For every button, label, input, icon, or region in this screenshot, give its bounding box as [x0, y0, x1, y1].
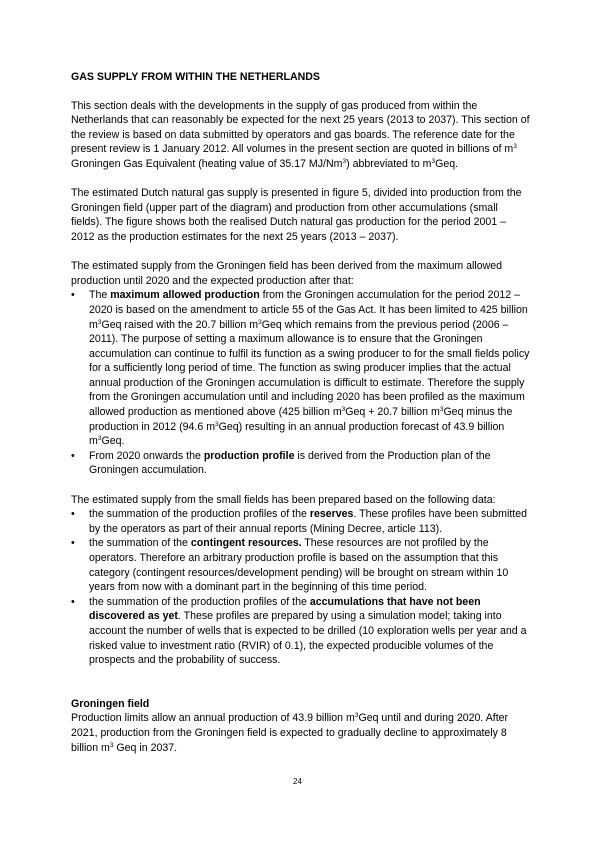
text-run: Geq raised with the 20.7 billion m: [101, 318, 259, 331]
list-item: [71, 536, 531, 594]
groningen-bullet-list: [71, 288, 531, 478]
superscript: 3: [513, 143, 517, 151]
section-title: GAS SUPPLY FROM WITHIN THE NETHERLANDS: [71, 71, 320, 83]
superscript: 3: [97, 318, 102, 326]
superscript: 3: [342, 157, 347, 165]
text-run: From 2020 onwards the: [89, 449, 204, 462]
paragraph-groningen-supply: The estimated supply from the Groningen field has been derived from the maximum allowed production until 2020 and the expected production after that:: [71, 260, 503, 287]
text-run: Production limits allow an annual production of 43.9 billion m: [71, 712, 355, 725]
list-item: [71, 507, 531, 536]
list-item: [71, 288, 531, 449]
bold-term: accumulations that have not been discovered as yet: [89, 595, 481, 623]
text-run: is derived from the Production plan of the Groningen accumulation.: [89, 449, 491, 477]
document-body: [71, 70, 531, 755]
superscript: 3: [258, 318, 262, 326]
superscript: 3: [439, 406, 444, 414]
list-item: [71, 595, 531, 668]
paragraph-supply: The estimated Dutch natural gas supply is presented in figure 5, divided into production from the Groningen field (upper part of the diagram) and production from other accumulations (small fields). The figure shows both the realised Dutch natural gas production for the period 2001 – 2012 as the production estimates for the next 25 years (2013 – 2037).: [71, 187, 522, 243]
text-run: the summation of the production profiles of the: [89, 595, 310, 608]
text-run: Groningen Gas Equivalent (heating value of 35.17 MJ/Nm: [71, 157, 343, 170]
text-run: ) abbreviated to m: [346, 157, 432, 170]
bold-term: maximum allowed production: [110, 289, 260, 302]
superscript: 3: [97, 435, 102, 443]
text-run: Geq in 2037.: [113, 741, 178, 754]
paragraph-groningen-field: [71, 711, 531, 755]
text-run: Geq which remains from the previous period (2006 – 2011). The purpose of setting a maximum allowance is to ensure that the Groningen accumulation can continue to fulfil its function as a swing producer to for the small fields policy for a sufficiently long period of time. The function as swing producer implies that the actual annual production of the Groningen accumulation is difficult to estimate. Therefore the supply from the Groningen accumulation until and including 2020 has been profiled as the maximum allowed production as mentioned above (425 billion m: [89, 318, 530, 419]
text-run: Geq + 20.7 billion m: [345, 406, 440, 419]
text-run: This section deals with the developments in the supply of gas produced from within the Netherlands that can reasonably be expected for the next 25 years (2013 to 2037). This section of the review is based on data submitted by operators and gas boards. The reference date for the present review is 1 January 2012. All volumes in the present section are quoted in billions of m: [71, 99, 530, 156]
list-item: [71, 449, 531, 478]
superscript: 3: [341, 406, 346, 414]
paragraph-small-fields: The estimated supply from the small fields has been prepared based on the following data:: [71, 493, 496, 506]
superscript: 3: [431, 157, 436, 165]
text-run: . These profiles have been submitted by the operators as part of their annual reports (Mining Decree, article 113).: [89, 508, 527, 535]
bold-term: contingent resources.: [190, 537, 302, 550]
text-run: Geq minus the production in 2012 (94.6 m: [89, 406, 513, 433]
text-run: . These profiles are prepared by using a simulation model; taking into account the number of wells that is expected to be drilled (10 exploration wells per year and a risked value to investment ratio (RVIR) of 0.1), the expected producible volumes of the prospects and the probability of success.: [89, 610, 527, 667]
text-run: Geq.: [101, 435, 125, 448]
bold-term: reserves: [309, 508, 354, 521]
bold-term: production profile: [203, 449, 295, 462]
text-run: the summation of the: [89, 537, 191, 550]
small-fields-bullet-list: [71, 507, 531, 668]
page-number: 24: [293, 777, 302, 786]
superscript: 3: [109, 741, 114, 749]
superscript: 3: [215, 420, 219, 428]
text-run: Geq until and during 2020. After 2021, production from the Groningen field is expected to gradually decline to approximately 8 billion m: [71, 712, 509, 754]
text-run: from the Groningen accumulation for the period 2012 – 2020 is based on the amendment to article 55 of the Gas Act. It has been limited to 425 billion m: [89, 289, 528, 331]
subheading-groningen-field: Groningen field: [71, 697, 150, 710]
text-run: Geq.: [435, 157, 459, 170]
superscript: 3: [354, 712, 359, 720]
text-run: Geq) resulting in an annual production forecast of 43.9 billion m: [89, 420, 505, 448]
text-run: The: [89, 289, 111, 302]
intro-paragraph: [71, 99, 531, 172]
text-run: These resources are not profiled by the operators. Therefore an arbitrary production profile is based on the assumption that this category (contingent resources/development pending) will be brought on stream within 10 years from now with a dominant part in the beginning of this time period.: [89, 537, 509, 594]
text-run: the summation of the production profiles of the: [89, 508, 310, 521]
